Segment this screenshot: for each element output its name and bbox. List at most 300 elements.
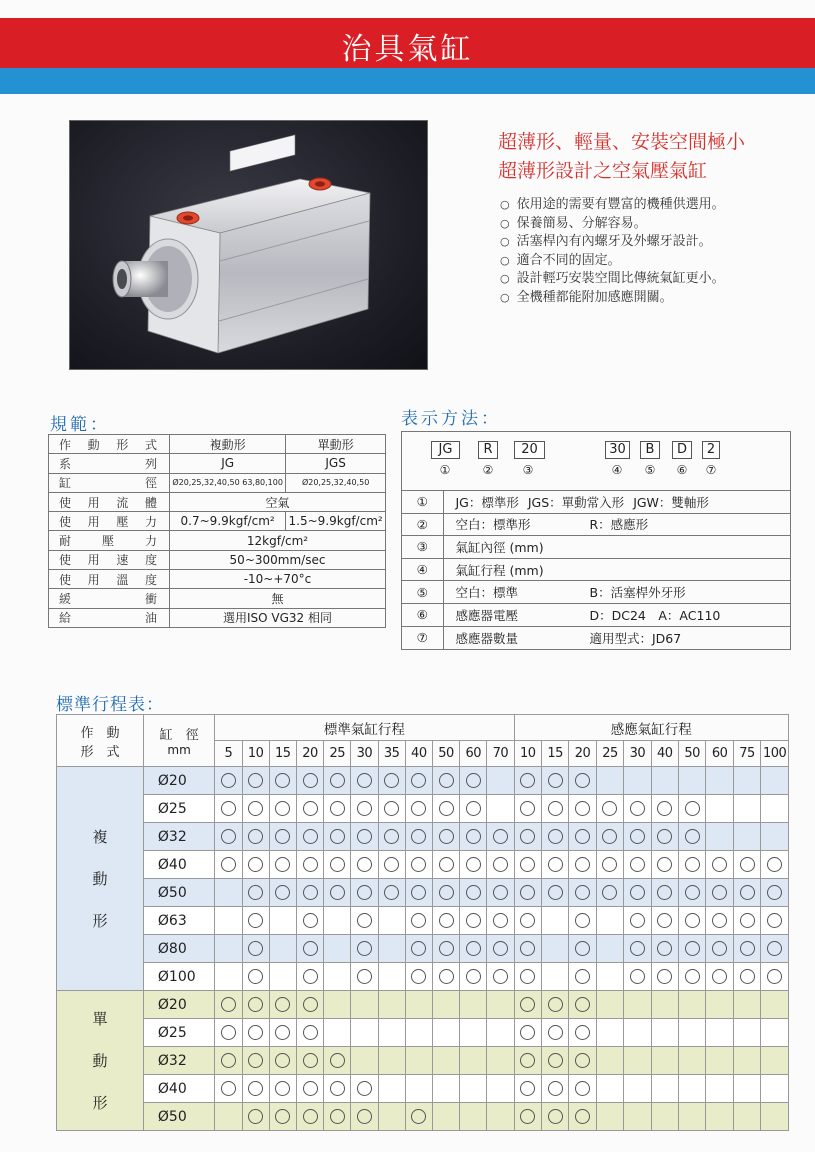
empty-cell (596, 1075, 623, 1103)
empty-cell (624, 1019, 651, 1047)
spec-label: 緩衝 (49, 589, 170, 608)
sensor-stroke-value: 30 (624, 741, 651, 767)
empty-cell (432, 1075, 459, 1103)
available-mark (624, 879, 651, 907)
empty-cell (460, 1047, 487, 1075)
available-mark (706, 879, 733, 907)
empty-cell (596, 767, 623, 795)
empty-cell (487, 795, 514, 823)
kind-label-char: 形 (92, 1093, 108, 1112)
kind-header (57, 715, 144, 767)
available-mark (460, 851, 487, 879)
empty-cell (706, 991, 733, 1019)
available-mark (324, 823, 351, 851)
available-mark (242, 879, 269, 907)
bore-size: Ø20 (143, 991, 214, 1019)
table-row (49, 531, 386, 550)
table-row (57, 795, 789, 823)
available-mark (569, 767, 596, 795)
spec-label: 系列 (49, 454, 170, 473)
available-mark (651, 823, 678, 851)
bore-size: Ø25 (143, 1019, 214, 1047)
available-mark (324, 767, 351, 795)
notation-text: JGW：雙軸形 (633, 494, 709, 510)
stroke-table (56, 714, 789, 1131)
empty-cell (215, 879, 242, 907)
table-row (57, 823, 789, 851)
table-row (49, 589, 386, 608)
available-mark (514, 1103, 541, 1131)
notation-desc (443, 513, 790, 536)
available-mark (678, 935, 705, 963)
feature-item: ○ 設計輕巧安裝空間比傳統氣缸更小。 (500, 270, 725, 289)
available-mark (541, 851, 568, 879)
available-mark (296, 1047, 323, 1075)
bore-size: Ø32 (143, 823, 214, 851)
available-mark (624, 907, 651, 935)
empty-cell (324, 963, 351, 991)
available-mark (405, 907, 432, 935)
empty-cell (487, 767, 514, 795)
stroke-title: 標準行程表： (56, 695, 164, 715)
available-mark (351, 823, 378, 851)
available-mark (733, 879, 760, 907)
spec-header-label: 作動形式 (49, 435, 170, 454)
available-mark (215, 1019, 242, 1047)
available-mark (706, 935, 733, 963)
spec-header-double: 複動形 (170, 435, 286, 454)
empty-cell (678, 1047, 705, 1075)
notation-text: R：感應形 (589, 517, 649, 533)
empty-cell (215, 1103, 242, 1131)
page-header (0, 0, 815, 94)
available-mark (405, 767, 432, 795)
empty-cell (269, 907, 296, 935)
table-row (402, 513, 790, 536)
spec-label: 使用速度 (49, 550, 170, 569)
empty-cell (378, 991, 405, 1019)
empty-cell (324, 907, 351, 935)
bore-size: Ø50 (143, 879, 214, 907)
empty-cell (624, 767, 651, 795)
available-mark (761, 879, 789, 907)
header-blue-band (0, 68, 815, 94)
single-acting-label (57, 991, 144, 1131)
feature-item: ○ 保養簡易、分解容易。 (500, 215, 725, 234)
notation-text: 適用型式：JD67 (589, 630, 682, 646)
bore-size: Ø63 (143, 907, 214, 935)
empty-cell (596, 991, 623, 1019)
empty-cell (324, 1019, 351, 1047)
std-stroke-value: 20 (296, 741, 323, 767)
available-mark (487, 879, 514, 907)
available-mark (569, 1047, 596, 1075)
available-mark (460, 935, 487, 963)
available-mark (269, 1047, 296, 1075)
available-mark (351, 795, 378, 823)
available-mark (761, 907, 789, 935)
table-row (402, 491, 790, 514)
available-mark (541, 1075, 568, 1103)
table-row (402, 626, 790, 649)
table-row (49, 473, 386, 492)
notation-table (402, 490, 790, 649)
available-mark (541, 767, 568, 795)
table-row (49, 512, 386, 531)
table-row (57, 1103, 789, 1131)
cylinder-illustration (70, 121, 428, 370)
available-mark (678, 907, 705, 935)
product-tagline (498, 128, 745, 186)
available-mark (351, 851, 378, 879)
available-mark (624, 823, 651, 851)
available-mark (215, 1047, 242, 1075)
available-mark (432, 795, 459, 823)
notation-desc (443, 626, 790, 649)
empty-cell (761, 795, 789, 823)
empty-cell (378, 963, 405, 991)
available-mark (514, 935, 541, 963)
empty-cell (651, 991, 678, 1019)
available-mark (460, 767, 487, 795)
notation-desc (443, 603, 790, 626)
notation-index: ⑤ (402, 581, 443, 604)
available-mark (269, 879, 296, 907)
kind-header-line: 形 式 (80, 744, 120, 760)
available-mark (678, 963, 705, 991)
available-mark (432, 851, 459, 879)
std-stroke-value: 15 (269, 741, 296, 767)
available-mark (678, 851, 705, 879)
available-mark (514, 991, 541, 1019)
empty-cell (761, 1103, 789, 1131)
empty-cell (651, 1019, 678, 1047)
available-mark (351, 963, 378, 991)
spec-header-single: 單動形 (286, 435, 386, 454)
feature-item: ○ 依用途的需要有豐富的機種供選用。 (500, 196, 725, 215)
available-mark (351, 1103, 378, 1131)
available-mark (296, 991, 323, 1019)
code-box: R (478, 441, 498, 459)
available-mark (541, 1047, 568, 1075)
sensor-stroke-value: 25 (596, 741, 623, 767)
code-box: D (672, 441, 692, 459)
spec-value: 1.5~9.9kgf/cm² (286, 512, 386, 531)
empty-cell (541, 907, 568, 935)
empty-cell (378, 935, 405, 963)
available-mark (514, 795, 541, 823)
empty-cell (596, 907, 623, 935)
kind-label-char: 動 (92, 1051, 108, 1070)
code-index: ⑤ (644, 463, 656, 477)
available-mark (651, 963, 678, 991)
empty-cell (432, 991, 459, 1019)
empty-cell (269, 963, 296, 991)
code-index: ① (439, 463, 451, 477)
available-mark (487, 851, 514, 879)
available-mark (296, 823, 323, 851)
empty-cell (215, 963, 242, 991)
available-mark (296, 907, 323, 935)
notation-text: JGS：單動常入形 (527, 494, 625, 510)
available-mark (242, 851, 269, 879)
sensor-stroke-value: 40 (651, 741, 678, 767)
available-mark (569, 879, 596, 907)
empty-cell (678, 767, 705, 795)
spec-value: JGS (286, 454, 386, 473)
sensor-stroke-header: 感應氣缸行程 (514, 715, 788, 741)
empty-cell (761, 767, 789, 795)
available-mark (324, 795, 351, 823)
empty-cell (761, 991, 789, 1019)
available-mark (569, 1103, 596, 1131)
empty-cell (487, 1019, 514, 1047)
available-mark (351, 879, 378, 907)
bore-size: Ø100 (143, 963, 214, 991)
spec-value: Ø20,25,32,40,50 (286, 473, 386, 492)
available-mark (624, 795, 651, 823)
available-mark (296, 1019, 323, 1047)
notation-text: JG：標準形 (455, 494, 519, 510)
table-row (49, 570, 386, 589)
available-mark (432, 767, 459, 795)
available-mark (514, 851, 541, 879)
spec-value: 50~300mm/sec (170, 550, 386, 569)
available-mark (324, 1103, 351, 1131)
std-stroke-value: 30 (351, 741, 378, 767)
available-mark (242, 823, 269, 851)
notation-index: ③ (402, 536, 443, 559)
available-mark (378, 879, 405, 907)
empty-cell (487, 991, 514, 1019)
available-mark (569, 851, 596, 879)
available-mark (514, 823, 541, 851)
sensor-stroke-value: 60 (706, 741, 733, 767)
std-stroke-value: 10 (242, 741, 269, 767)
available-mark (269, 823, 296, 851)
table-row (402, 558, 790, 581)
available-mark (324, 879, 351, 907)
empty-cell (269, 935, 296, 963)
std-stroke-value: 60 (460, 741, 487, 767)
feature-item: ○ 活塞桿內有內螺牙及外螺牙設計。 (500, 233, 725, 252)
sensor-stroke-value: 20 (569, 741, 596, 767)
empty-cell (432, 1103, 459, 1131)
bore-size: Ø80 (143, 935, 214, 963)
available-mark (215, 991, 242, 1019)
available-mark (514, 907, 541, 935)
sensor-stroke-value: 100 (761, 741, 789, 767)
available-mark (351, 907, 378, 935)
product-photo (69, 120, 428, 370)
available-mark (706, 963, 733, 991)
empty-cell (761, 1019, 789, 1047)
notation-text: D：DC24 A：AC110 (589, 607, 721, 623)
available-mark (678, 795, 705, 823)
spec-value: 12kgf/cm² (170, 531, 386, 550)
empty-cell (351, 1019, 378, 1047)
spec-label: 使用流體 (49, 492, 170, 511)
available-mark (733, 851, 760, 879)
available-mark (351, 1075, 378, 1103)
kind-label-char: 單 (92, 1009, 108, 1028)
empty-cell (460, 991, 487, 1019)
available-mark (242, 1075, 269, 1103)
available-mark (378, 851, 405, 879)
available-mark (569, 1019, 596, 1047)
notation-title: 表示方法： (401, 409, 501, 429)
available-mark (460, 823, 487, 851)
notation-index: ⑦ (402, 626, 443, 649)
spec-value: 空氣 (170, 492, 386, 511)
available-mark (514, 1019, 541, 1047)
table-row (402, 581, 790, 604)
table-row (57, 879, 789, 907)
sensor-stroke-value: 10 (514, 741, 541, 767)
available-mark (624, 935, 651, 963)
bore-size: Ø25 (143, 795, 214, 823)
code-box: 2 (702, 441, 720, 459)
available-mark (269, 851, 296, 879)
available-mark (215, 1075, 242, 1103)
available-mark (405, 879, 432, 907)
available-mark (733, 935, 760, 963)
empty-cell (324, 935, 351, 963)
empty-cell (351, 1047, 378, 1075)
empty-cell (733, 1047, 760, 1075)
available-mark (324, 1075, 351, 1103)
available-mark (296, 767, 323, 795)
empty-cell (706, 1075, 733, 1103)
spec-table (48, 434, 386, 628)
empty-cell (624, 991, 651, 1019)
notation-text: 感應器電壓 (455, 607, 519, 623)
available-mark (761, 963, 789, 991)
empty-cell (487, 1103, 514, 1131)
notation-desc: 氣缸行程 (mm) (443, 558, 790, 581)
empty-cell (651, 1047, 678, 1075)
empty-cell (706, 795, 733, 823)
table-row (49, 608, 386, 627)
sensor-stroke-value: 75 (733, 741, 760, 767)
tagline-line-2: 超薄形設計之空氣壓氣缸 (498, 160, 708, 182)
table-row (57, 1075, 789, 1103)
bore-header-line: 缸 徑 (159, 728, 199, 743)
empty-cell (651, 767, 678, 795)
available-mark (761, 935, 789, 963)
code-box: 30 (605, 441, 630, 459)
spec-value: Ø20,25,32,40,50 63,80,100 (170, 473, 286, 492)
empty-cell (596, 1047, 623, 1075)
available-mark (296, 879, 323, 907)
notation-desc: 氣缸內徑 (mm) (443, 536, 790, 559)
empty-cell (432, 1019, 459, 1047)
empty-cell (733, 823, 760, 851)
available-mark (432, 879, 459, 907)
feature-item: ○ 適合不同的固定。 (500, 252, 725, 271)
empty-cell (733, 1103, 760, 1131)
table-row (57, 963, 789, 991)
empty-cell (541, 935, 568, 963)
std-stroke-value: 70 (487, 741, 514, 767)
empty-cell (624, 1047, 651, 1075)
bore-size: Ø32 (143, 1047, 214, 1075)
empty-cell (487, 1075, 514, 1103)
available-mark (215, 795, 242, 823)
table-row (49, 492, 386, 511)
empty-cell (432, 1047, 459, 1075)
empty-cell (460, 1103, 487, 1131)
empty-cell (378, 907, 405, 935)
available-mark (215, 823, 242, 851)
kind-label-char: 複 (92, 827, 108, 846)
available-mark (569, 907, 596, 935)
empty-cell (761, 1075, 789, 1103)
available-mark (487, 907, 514, 935)
available-mark (269, 795, 296, 823)
available-mark (596, 879, 623, 907)
spec-value: 無 (170, 589, 386, 608)
available-mark (733, 907, 760, 935)
code-index: ③ (522, 463, 534, 477)
available-mark (351, 767, 378, 795)
available-mark (432, 963, 459, 991)
available-mark (405, 795, 432, 823)
available-mark (706, 907, 733, 935)
empty-cell (733, 1075, 760, 1103)
spec-label: 給油 (49, 608, 170, 627)
available-mark (487, 935, 514, 963)
empty-cell (733, 1019, 760, 1047)
empty-cell (405, 991, 432, 1019)
notation-index: ⑥ (402, 603, 443, 626)
empty-cell (596, 1103, 623, 1131)
available-mark (324, 851, 351, 879)
available-mark (351, 935, 378, 963)
empty-cell (487, 1047, 514, 1075)
empty-cell (351, 991, 378, 1019)
available-mark (460, 907, 487, 935)
notation-text: B：活塞桿外牙形 (589, 585, 686, 601)
available-mark (514, 1047, 541, 1075)
empty-cell (215, 907, 242, 935)
available-mark (541, 1019, 568, 1047)
spec-value: -10~+70°c (170, 570, 386, 589)
table-row (57, 1047, 789, 1075)
available-mark (569, 1075, 596, 1103)
available-mark (378, 767, 405, 795)
available-mark (514, 767, 541, 795)
available-mark (215, 851, 242, 879)
empty-cell (324, 991, 351, 1019)
empty-cell (596, 963, 623, 991)
std-stroke-header: 標準氣缸行程 (215, 715, 514, 741)
available-mark (514, 879, 541, 907)
table-row (57, 851, 789, 879)
table-row (402, 536, 790, 559)
available-mark (296, 935, 323, 963)
available-mark (514, 1075, 541, 1103)
available-mark (733, 963, 760, 991)
available-mark (651, 851, 678, 879)
kind-label-char: 形 (92, 911, 108, 930)
available-mark (242, 767, 269, 795)
page-title: 治具氣缸 (341, 32, 474, 67)
empty-cell (624, 1103, 651, 1131)
available-mark (296, 795, 323, 823)
notation-text: 感應器數量 (455, 630, 519, 646)
kind-header-line: 作 動 (80, 725, 120, 741)
